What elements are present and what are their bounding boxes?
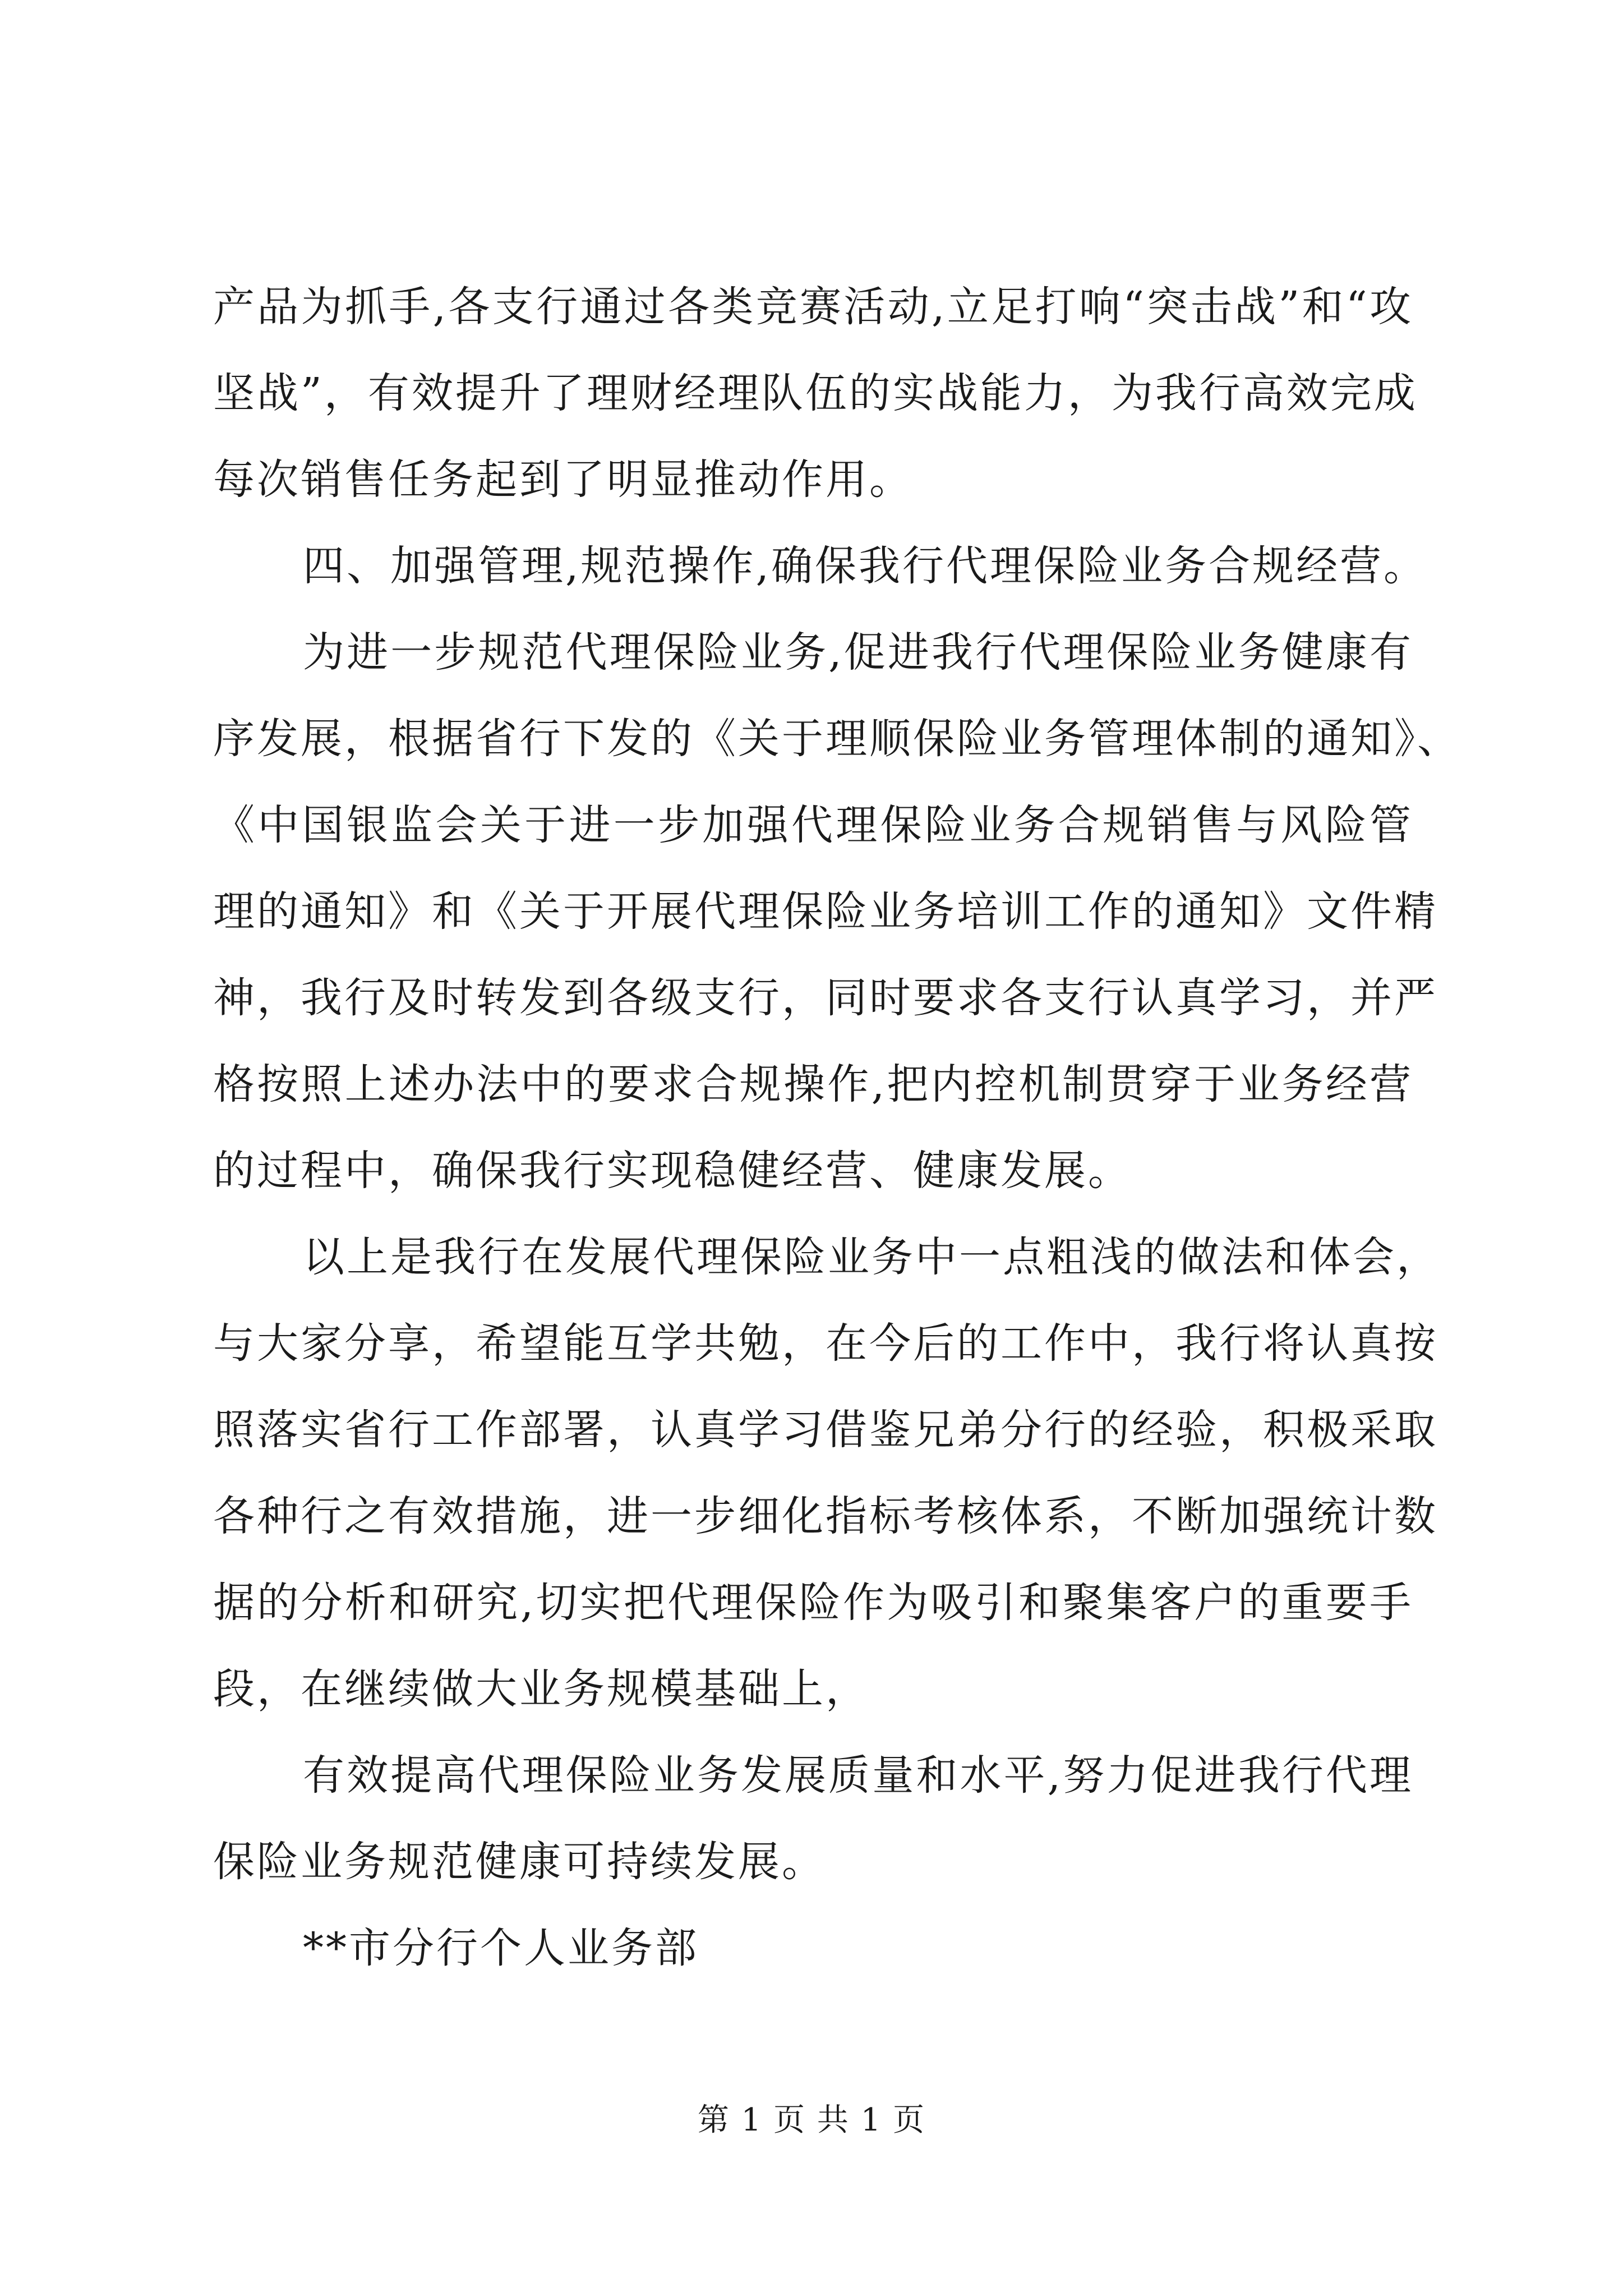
body-line: 理的通知》和《关于开展代理保险业务培训工作的通知》文件精	[213, 887, 1438, 936]
body-line: 序发展，根据省行下发的《关于理顺保险业务管理体制的通知》、	[213, 715, 1461, 763]
body-line: 产品为抓手,各支行通过各类竞赛活动,立足打响“突击战”和“攻	[213, 283, 1413, 331]
body-line: 照落实省行工作部署，认真学习借鉴兄弟分行的经验，积极采取	[213, 1406, 1438, 1454]
page-footer	[0, 2098, 1623, 2143]
body-line: 《中国银监会关于进一步加强代理保险业务合规销售与风险管	[213, 801, 1413, 849]
page-number-label: 第 1 页 共 1 页	[697, 2102, 926, 2138]
body-line: 格按照上述办法中的要求合规操作,把内控机制贯穿于业务经营	[213, 1060, 1413, 1108]
body-line: 每次销售任务起到了明显推动作用。	[213, 455, 913, 504]
section-heading: 四、加强管理,规范操作,确保我行代理保险业务合规经营。	[303, 542, 1428, 590]
body-line: 为进一步规范代理保险业务,促进我行代理保险业务健康有	[303, 628, 1413, 677]
body-line: 有效提高代理保险业务发展质量和水平,努力促进我行代理	[303, 1751, 1413, 1800]
body-line: 据的分析和研究,切实把代理保险作为吸引和聚集客户的重要手	[213, 1579, 1413, 1627]
body-line: 段，在继续做大业务规模基础上，	[213, 1665, 869, 1713]
body-line: 坚战”，有效提升了理财经理队伍的实战能力，为我行高效完成	[213, 369, 1418, 417]
signature-line: **市分行个人业务部	[303, 1924, 699, 1972]
body-line: 与大家分享，希望能互学共勉，在今后的工作中，我行将认真按	[213, 1319, 1438, 1368]
body-line: 神，我行及时转发到各级支行，同时要求各支行认真学习，并严	[213, 974, 1438, 1022]
body-line: 的过程中，确保我行实现稳健经营、健康发展。	[213, 1147, 1132, 1195]
body-line: 各种行之有效措施，进一步细化指标考核体系，不断加强统计数	[213, 1492, 1438, 1540]
body-line: 以上是我行在发展代理保险业务中一点粗浅的做法和体会，	[303, 1233, 1440, 1281]
body-line: 保险业务规范健康可持续发展。	[213, 1838, 826, 1886]
document-body	[213, 264, 1461, 1991]
